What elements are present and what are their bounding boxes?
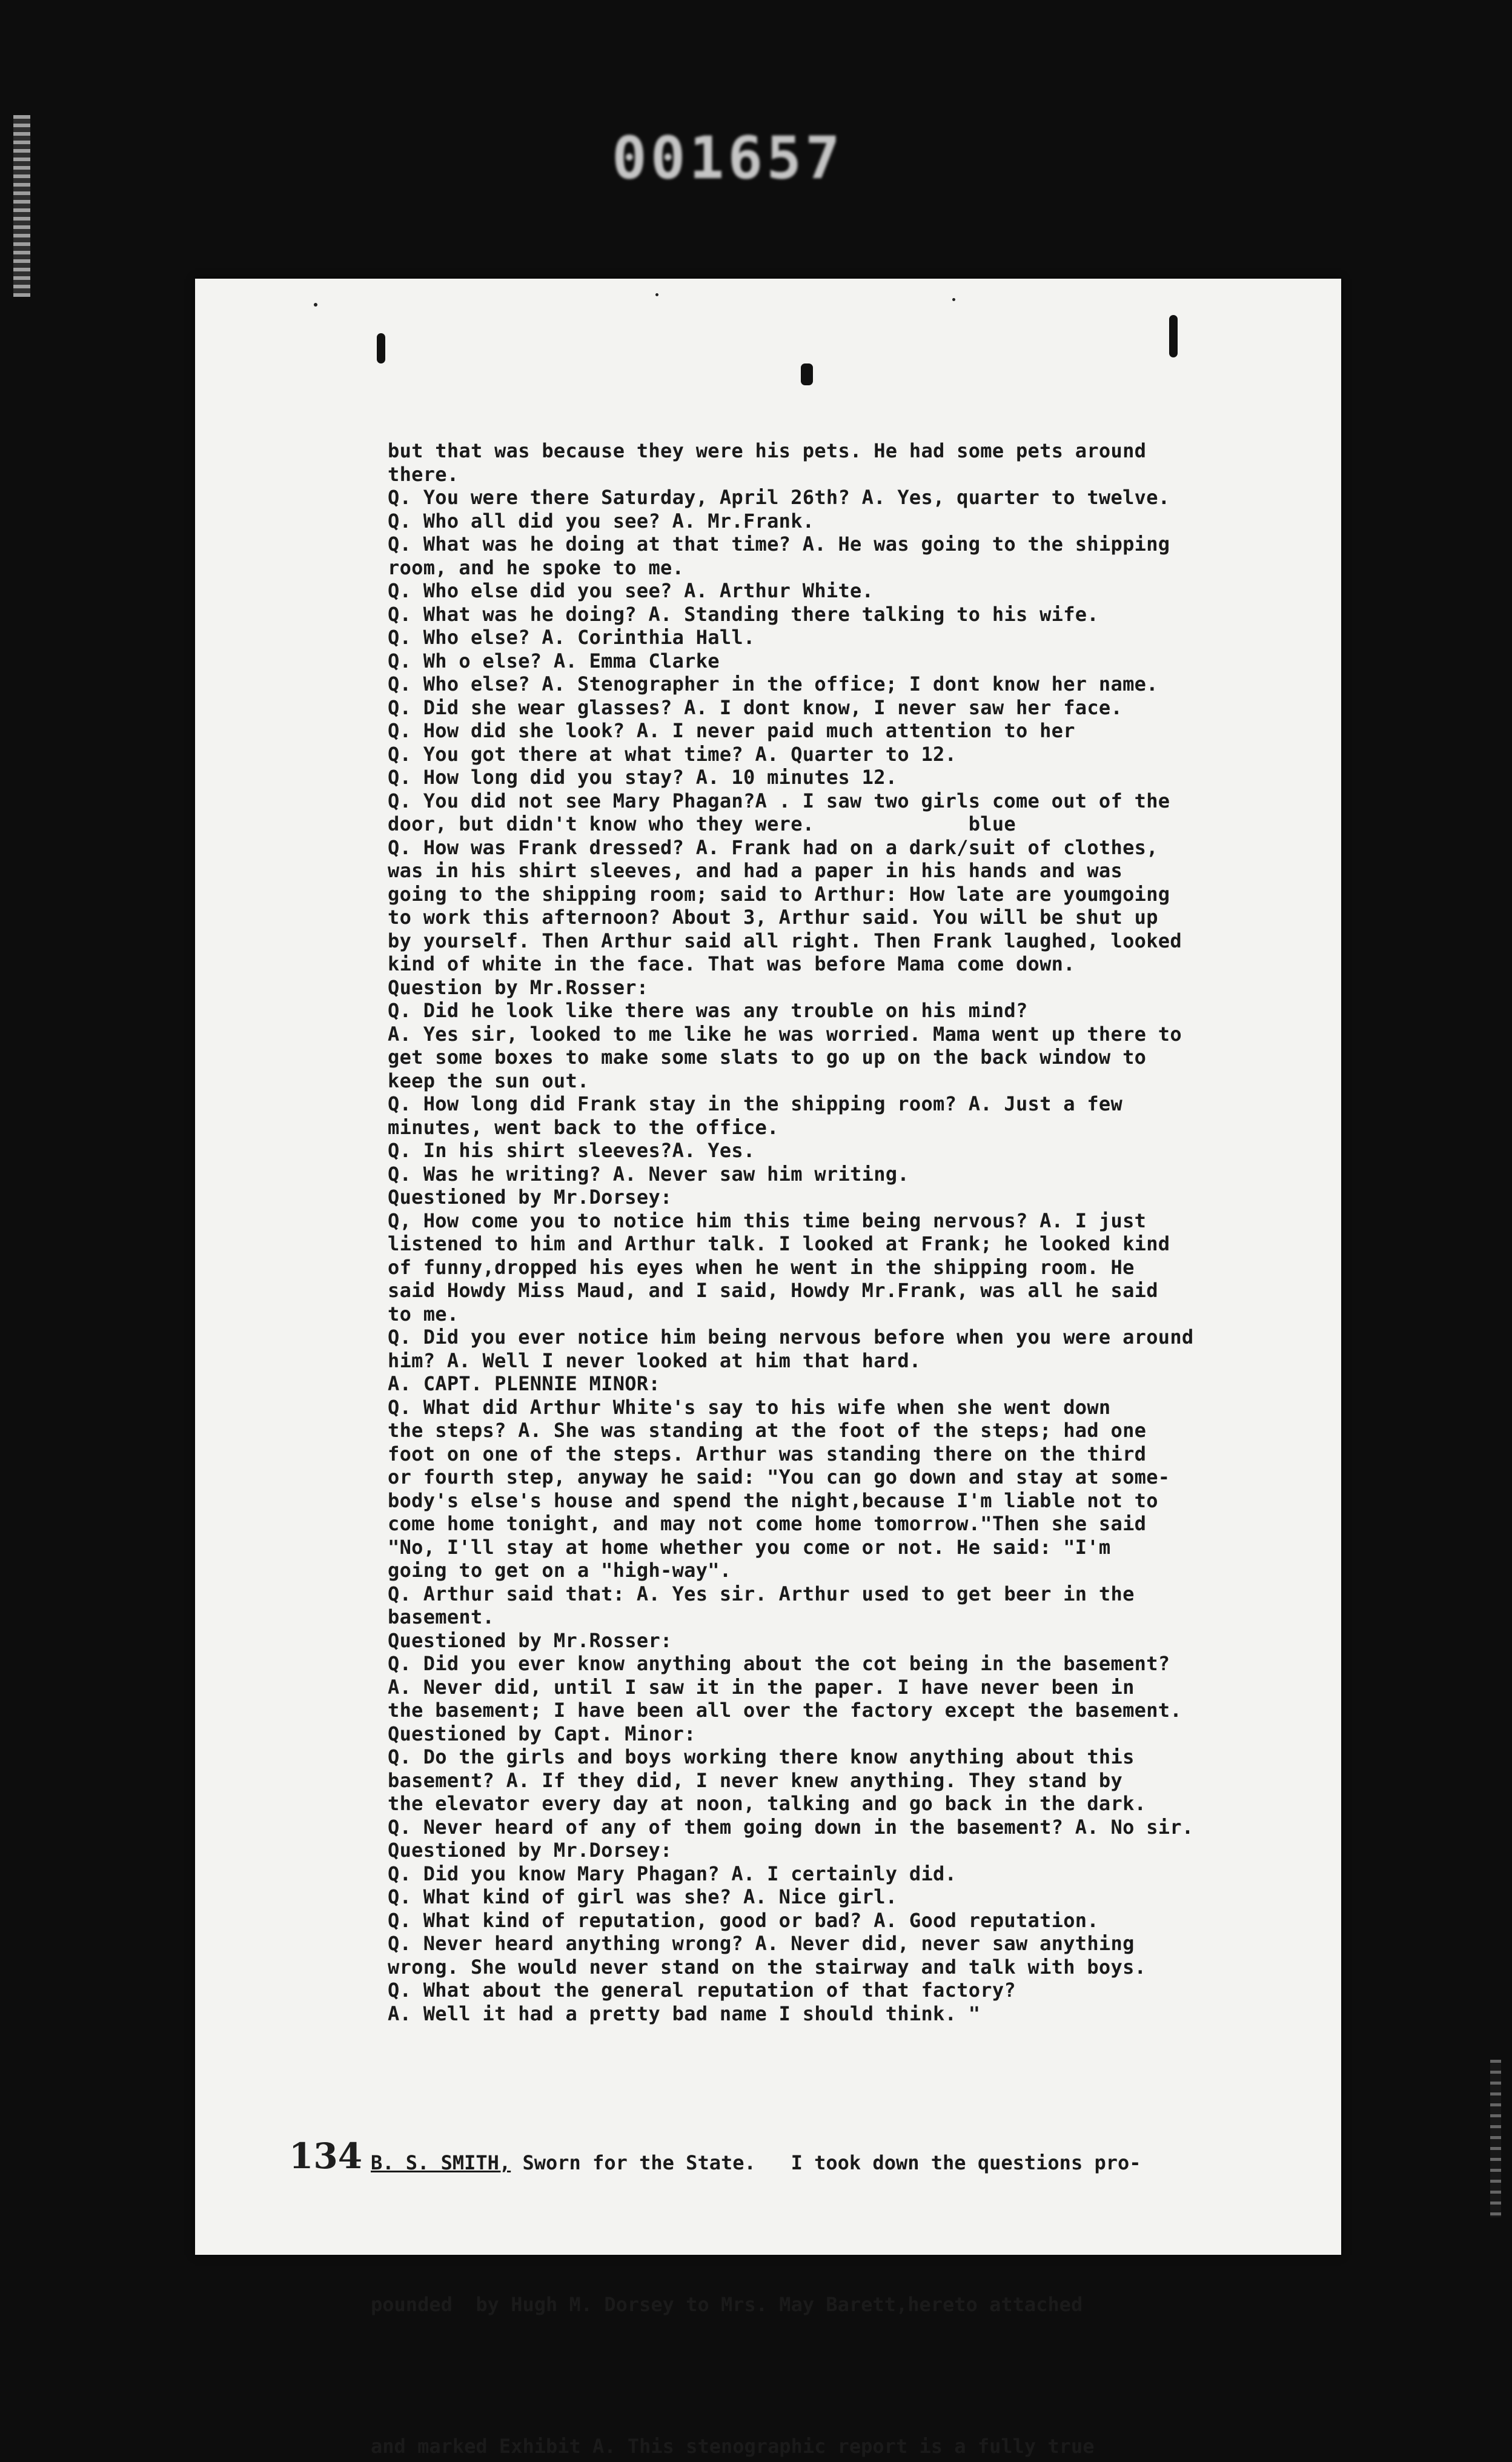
testimony-paragraph (371, 2045, 1328, 2462)
transcript-line: Q. How long did you stay? A. 10 minutes 12. (388, 766, 898, 789)
film-edge-specks (1490, 2060, 1501, 2217)
transcript-line: wrong. She would never stand on the stairway and talk with boys. (388, 1955, 1147, 1979)
transcript-line: Q. Who all did you see? A. Mr.Frank. (388, 509, 815, 533)
transcript-line: there. (388, 462, 459, 486)
transcript-line: get some boxes to make some slats to go up on the back window to (388, 1046, 1147, 1069)
transcript-line: Q. Did you ever know anything about the cot being in the basement? (388, 1652, 1170, 1675)
transcript-line: Q. In his shirt sleeves?A. Yes. (388, 1139, 755, 1162)
transcript-line: Q. Never heard of any of them going down in the basement? A. No sir. (388, 1815, 1194, 1839)
transcript-line: Q. You did not see Mary Phagan?A . I saw two girls come out of the (388, 789, 1170, 812)
transcript-line: Q. Arthur said that: A. Yes sir. Arthur used to get beer in the (388, 1582, 1135, 1605)
transcript-line: by yourself. Then Arthur said all right. Then Frank laughed, looked (388, 929, 1182, 952)
transcript-line: door, but didn't know who they were. blue (388, 812, 1016, 835)
page-number: 134 (289, 2135, 363, 2177)
transcript-line: foot on one of the steps. Arthur was standing there on the third (388, 1442, 1147, 1465)
testimony-line-1-text: Sworn for the State. I took down the questions pro- (511, 2151, 1141, 2174)
punch-mark-right (1169, 315, 1178, 357)
film-edge-strip (13, 115, 30, 297)
transcript-line: Q. Did you know Mary Phagan? A. I certainly did. (388, 1862, 957, 1885)
transcript-line: Q. Never heard anything wrong? A. Never did, never saw anything (388, 1932, 1135, 1955)
transcript-line: basement. (388, 1605, 495, 1628)
testimony-line-2: pounded by Hugh M. Dorsey to Mrs. May Barett,hereto attached (371, 2293, 1083, 2316)
transcript-line: A. CAPT. PLENNIE MINOR: (388, 1372, 661, 1395)
transcript-line: going to the shipping room; said to Arthur: How late are youmgoing (388, 882, 1170, 906)
transcript-line: "No, I'll stay at home whether you come or not. He said: "I'm (388, 1535, 1111, 1559)
transcript-line: Q. Was he writing? A. Never saw him writing. (388, 1162, 909, 1186)
transcript-line: Q. Wh o else? A. Emma Clarke (388, 649, 720, 672)
transcript-line: listened to him and Arthur talk. I looked at Frank; he looked kind (388, 1232, 1170, 1255)
transcript-line: the steps? A. She was standing at the foot of the steps; had one (388, 1419, 1147, 1442)
transcript-line: keep the sun out. (388, 1069, 589, 1092)
transcript-line: or fourth step, anyway he said: "You can go down and stay at some- (388, 1465, 1170, 1488)
transcript-line: said Howdy Miss Maud, and I said, Howdy Mr.Frank, was all he said (388, 1279, 1158, 1302)
transcript-line: Q. Do the girls and boys working there know anything about this (388, 1745, 1135, 1768)
transcript-line: Q. Who else did you see? A. Arthur White. (388, 579, 874, 602)
transcript-line: minutes, went back to the office. (388, 1115, 779, 1139)
transcript-body (388, 439, 1333, 2025)
transcript-line: basement? A. If they did, I never knew anything. They stand by (388, 1768, 1123, 1792)
transcript-line: Q. What was he doing? A. Standing there talking to his wife. (388, 602, 1099, 626)
transcript-line: Q. Did you ever notice him being nervous before when you were around (388, 1326, 1194, 1349)
transcript-line: Questioned by Mr.Dorsey: (388, 1839, 672, 1862)
transcript-line: Questioned by Capt. Minor: (388, 1722, 696, 1745)
transcript-line: Q. How was Frank dressed? A. Frank had on a dark/suit of clothes, (388, 835, 1158, 859)
transcript-line: A. Yes sir, looked to me like he was worried. Mama went up there to (388, 1022, 1182, 1046)
document-page (195, 279, 1341, 2458)
transcript-line: Q. What kind of girl was she? A. Nice girl. (388, 1885, 898, 1908)
transcript-line: A. Well it had a pretty bad name I should think. " (388, 2002, 981, 2025)
transcript-line: the elevator every day at noon, talking and go back in the dark. (388, 1792, 1147, 1815)
transcript-line: kind of white in the face. That was before Mama come down. (388, 952, 1075, 975)
transcript-line: Q. Did she wear glasses? A. I dont know, I never saw her face. (388, 695, 1123, 719)
transcript-line: Question by Mr.Rosser: (388, 975, 649, 999)
transcript-line: Q. Did he look like there was any trouble on his mind? (388, 999, 1028, 1022)
transcript-line: the basement; I have been all over the factory except the basement. (388, 1699, 1182, 1722)
transcript-line: Questioned by Mr.Rosser: (388, 1628, 672, 1652)
transcript-line: Q. You were there Saturday, April 26th? A. Yes, quarter to twelve. (388, 486, 1170, 509)
transcript-line: Q. What did Arthur White's say to his wife when she went down (388, 1395, 1111, 1419)
transcript-line: Q. How did she look? A. I never paid much attention to her (388, 719, 1075, 742)
transcript-line: body's else's house and spend the night,because I'm liable not to (388, 1488, 1158, 1512)
testimony-line-3: and marked Exhibit A. This stenographic report is a fully true (371, 2435, 1095, 2458)
transcript-line: to work this afternoon? About 3, Arthur said. You will be shut up (388, 906, 1158, 929)
punch-mark-middle (801, 363, 813, 385)
transcript-line: Q. What about the general reputation of that factory? (388, 1979, 1016, 2002)
transcript-line: room, and he spoke to me. (388, 556, 685, 579)
transcript-line: Q. What was he doing at that time? A. He was going to the shipping (388, 533, 1170, 556)
transcript-line: Q. You got there at what time? A. Quarter to 12. (388, 742, 957, 766)
transcript-line: Questioned by Mr.Dorsey: (388, 1186, 672, 1209)
transcript-line: of funny,dropped his eyes when he went in the shipping room. He (388, 1255, 1135, 1279)
witness-name: B. S. SMITH, (371, 2151, 511, 2174)
transcript-line: Q. What kind of reputation, good or bad? A. Good reputation. (388, 1908, 1099, 1932)
transcript-line: but that was because they were his pets. He had some pets around (388, 439, 1147, 462)
frame-number: 001657 (612, 124, 844, 192)
transcript-line: come home tonight, and may not come home tomorrow."Then she said (388, 1512, 1147, 1535)
speck (655, 293, 658, 296)
punch-mark-left (377, 333, 385, 363)
transcript-line: Q. Who else? A. Stenographer in the office; I dont know her name. (388, 672, 1158, 695)
speck (952, 298, 955, 301)
transcript-line: Q, How come you to notice him this time being nervous? A. I just (388, 1209, 1147, 1232)
testimony-line-1 (371, 2139, 1328, 2186)
transcript-line: him? A. Well I never looked at him that hard. (388, 1349, 921, 1372)
speck (314, 303, 317, 307)
transcript-line: going to get on a "high-way". (388, 1559, 732, 1582)
transcript-line: Q. How long did Frank stay in the shipping room? A. Just a few (388, 1092, 1123, 1115)
transcript-line: to me. (388, 1302, 459, 1326)
transcript-line: Q. Who else? A. Corinthia Hall. (388, 626, 755, 649)
transcript-line: was in his shirt sleeves, and had a paper in his hands and was (388, 859, 1123, 882)
transcript-line: A. Never did, until I saw it in the paper. I have never been in (388, 1675, 1135, 1699)
